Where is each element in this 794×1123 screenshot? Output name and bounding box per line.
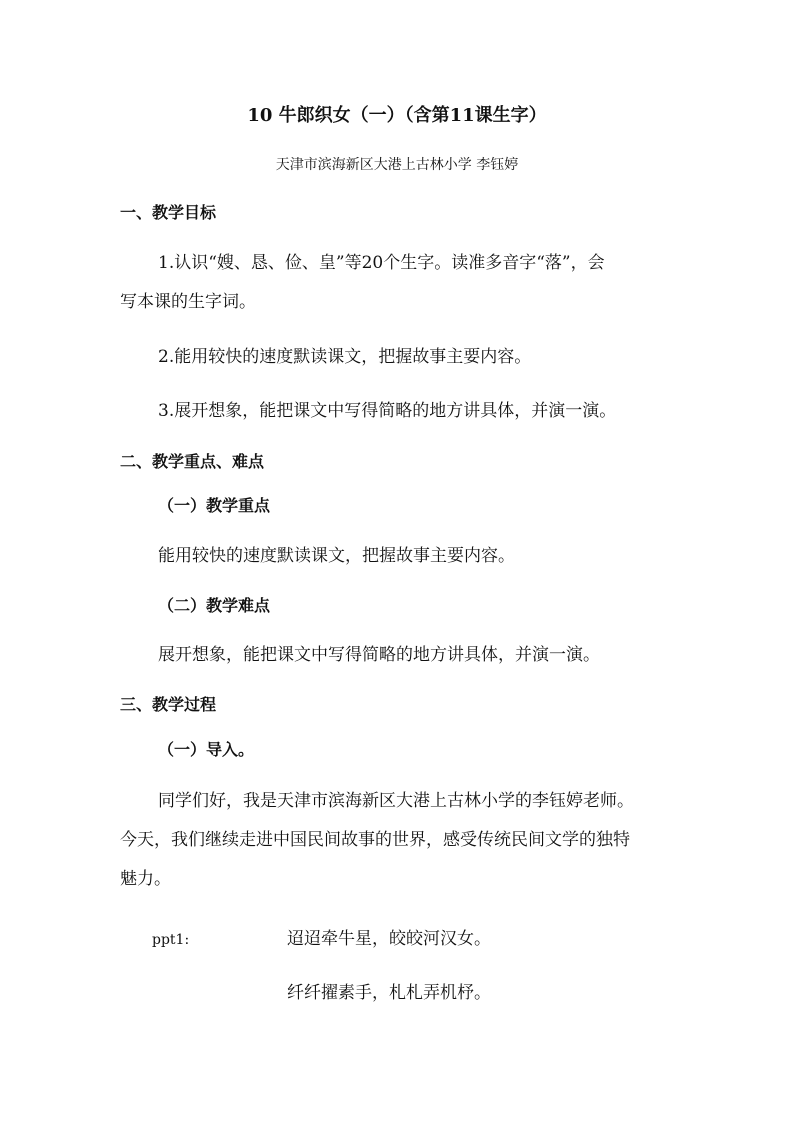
- objective-1-line-2: 写本课的生字词。: [120, 292, 256, 312]
- section-heading-key-points: 二、教学重点、难点: [120, 452, 265, 471]
- objective-2: 2.能用较快的速度默读课文，把握故事主要内容。: [158, 347, 532, 367]
- author-line: 天津市滨海新区大港上古林小学 李钰婷: [275, 157, 519, 173]
- objective-1-line-1: 1.认识“嫂、恳、俭、皇”等20个生字。读准多音字“落”，会: [158, 253, 605, 273]
- intro-paragraph-line-2: 今天，我们继续走进中国民间故事的世界，感受传统民间文学的独特: [120, 830, 630, 850]
- subsection-heading-intro: （一）导入。: [158, 740, 255, 759]
- ppt-poem-line-1: 迢迢牵牛星，皎皎河汉女。: [287, 929, 491, 949]
- section-heading-process: 三、教学过程: [120, 695, 217, 714]
- subsection-heading-difficulty: （二）教学难点: [158, 596, 271, 615]
- section-heading-objectives: 一、教学目标: [120, 203, 217, 222]
- subsection-heading-focus: （一）教学重点: [158, 496, 271, 515]
- intro-paragraph-line-3: 魅力。: [120, 869, 171, 889]
- objective-3: 3.展开想象，能把课文中写得简略的地方讲具体，并演一演。: [158, 401, 617, 421]
- document-title: 10 牛郎织女（一）（含第11课生字）: [247, 105, 547, 126]
- ppt-poem-line-2: 纤纤擢素手，札札弄机杼。: [287, 983, 491, 1003]
- difficulty-text: 展开想象，能把课文中写得简略的地方讲具体，并演一演。: [158, 645, 600, 665]
- focus-text: 能用较快的速度默读课文，把握故事主要内容。: [158, 546, 515, 566]
- intro-paragraph-line-1: 同学们好，我是天津市滨海新区大港上古林小学的李钰婷老师。: [158, 791, 634, 811]
- ppt-label: ppt1:: [152, 932, 190, 948]
